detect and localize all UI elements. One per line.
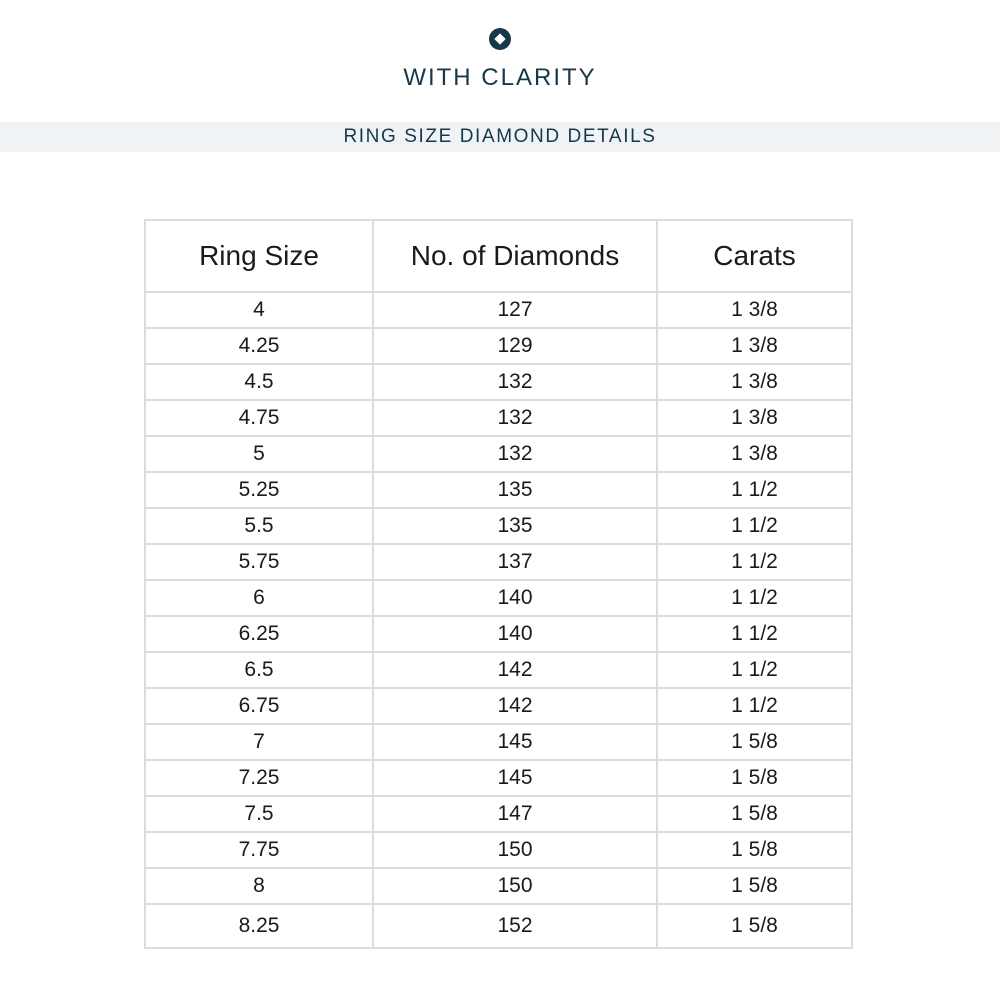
cell-carats: 1 1/2 — [657, 544, 852, 580]
table-row — [145, 400, 852, 436]
table-row — [145, 364, 852, 400]
cell-ring-size: 6.25 — [145, 616, 373, 652]
cell-carats: 1 1/2 — [657, 580, 852, 616]
cell-carats: 1 1/2 — [657, 652, 852, 688]
cell-carats: 1 5/8 — [657, 796, 852, 832]
cell-carats: 1 3/8 — [657, 328, 852, 364]
cell-no-of-diamonds: 150 — [373, 832, 657, 868]
table-row — [145, 868, 852, 904]
cell-ring-size: 7 — [145, 724, 373, 760]
cell-ring-size: 4.25 — [145, 328, 373, 364]
cell-ring-size: 6.5 — [145, 652, 373, 688]
banner-title: RING SIZE DIAMOND DETAILS — [343, 126, 657, 147]
cell-no-of-diamonds: 142 — [373, 652, 657, 688]
cell-no-of-diamonds: 152 — [373, 904, 657, 948]
table-row — [145, 544, 852, 580]
cell-no-of-diamonds: 132 — [373, 400, 657, 436]
cell-no-of-diamonds: 127 — [373, 292, 657, 328]
table-row — [145, 292, 852, 328]
table-row — [145, 652, 852, 688]
table-body — [145, 292, 852, 948]
table-header-row — [145, 220, 852, 292]
table-row — [145, 832, 852, 868]
cell-no-of-diamonds: 137 — [373, 544, 657, 580]
brand-logo-icon — [489, 28, 511, 50]
cell-ring-size: 4.5 — [145, 364, 373, 400]
table-row — [145, 580, 852, 616]
header-ring-size: Ring Size — [145, 220, 373, 292]
cell-ring-size: 8 — [145, 868, 373, 904]
cell-ring-size: 5.25 — [145, 472, 373, 508]
cell-ring-size: 7.25 — [145, 760, 373, 796]
cell-no-of-diamonds: 140 — [373, 616, 657, 652]
cell-carats: 1 1/2 — [657, 472, 852, 508]
cell-no-of-diamonds: 132 — [373, 364, 657, 400]
cell-carats: 1 3/8 — [657, 364, 852, 400]
table-row — [145, 904, 852, 948]
table-row — [145, 508, 852, 544]
table-row — [145, 724, 852, 760]
cell-no-of-diamonds: 135 — [373, 508, 657, 544]
cell-carats: 1 5/8 — [657, 904, 852, 948]
table-row — [145, 796, 852, 832]
table-row — [145, 328, 852, 364]
cell-carats: 1 1/2 — [657, 688, 852, 724]
section-banner — [0, 122, 1000, 152]
cell-no-of-diamonds: 145 — [373, 760, 657, 796]
ring-size-table — [144, 219, 853, 949]
header-carats: Carats — [657, 220, 852, 292]
cell-ring-size: 5.5 — [145, 508, 373, 544]
cell-carats: 1 3/8 — [657, 436, 852, 472]
diamond-icon — [494, 33, 505, 44]
cell-no-of-diamonds: 147 — [373, 796, 657, 832]
cell-ring-size: 6.75 — [145, 688, 373, 724]
cell-ring-size: 7.75 — [145, 832, 373, 868]
cell-no-of-diamonds: 132 — [373, 436, 657, 472]
cell-carats: 1 5/8 — [657, 832, 852, 868]
cell-no-of-diamonds: 150 — [373, 868, 657, 904]
table-row — [145, 688, 852, 724]
cell-no-of-diamonds: 129 — [373, 328, 657, 364]
cell-ring-size: 4.75 — [145, 400, 373, 436]
cell-carats: 1 5/8 — [657, 760, 852, 796]
cell-ring-size: 4 — [145, 292, 373, 328]
cell-carats: 1 1/2 — [657, 508, 852, 544]
cell-ring-size: 5.75 — [145, 544, 373, 580]
cell-carats: 1 1/2 — [657, 616, 852, 652]
table-row — [145, 472, 852, 508]
table-row — [145, 760, 852, 796]
cell-carats: 1 3/8 — [657, 292, 852, 328]
table-row — [145, 616, 852, 652]
cell-no-of-diamonds: 140 — [373, 580, 657, 616]
cell-carats: 1 5/8 — [657, 724, 852, 760]
cell-no-of-diamonds: 135 — [373, 472, 657, 508]
cell-ring-size: 5 — [145, 436, 373, 472]
header-no-of-diamonds: No. of Diamonds — [373, 220, 657, 292]
cell-carats: 1 3/8 — [657, 400, 852, 436]
cell-carats: 1 5/8 — [657, 868, 852, 904]
cell-ring-size: 8.25 — [145, 904, 373, 948]
brand-name: WITH CLARITY — [403, 64, 597, 91]
cell-ring-size: 6 — [145, 580, 373, 616]
cell-no-of-diamonds: 145 — [373, 724, 657, 760]
cell-no-of-diamonds: 142 — [373, 688, 657, 724]
table-row — [145, 436, 852, 472]
cell-ring-size: 7.5 — [145, 796, 373, 832]
